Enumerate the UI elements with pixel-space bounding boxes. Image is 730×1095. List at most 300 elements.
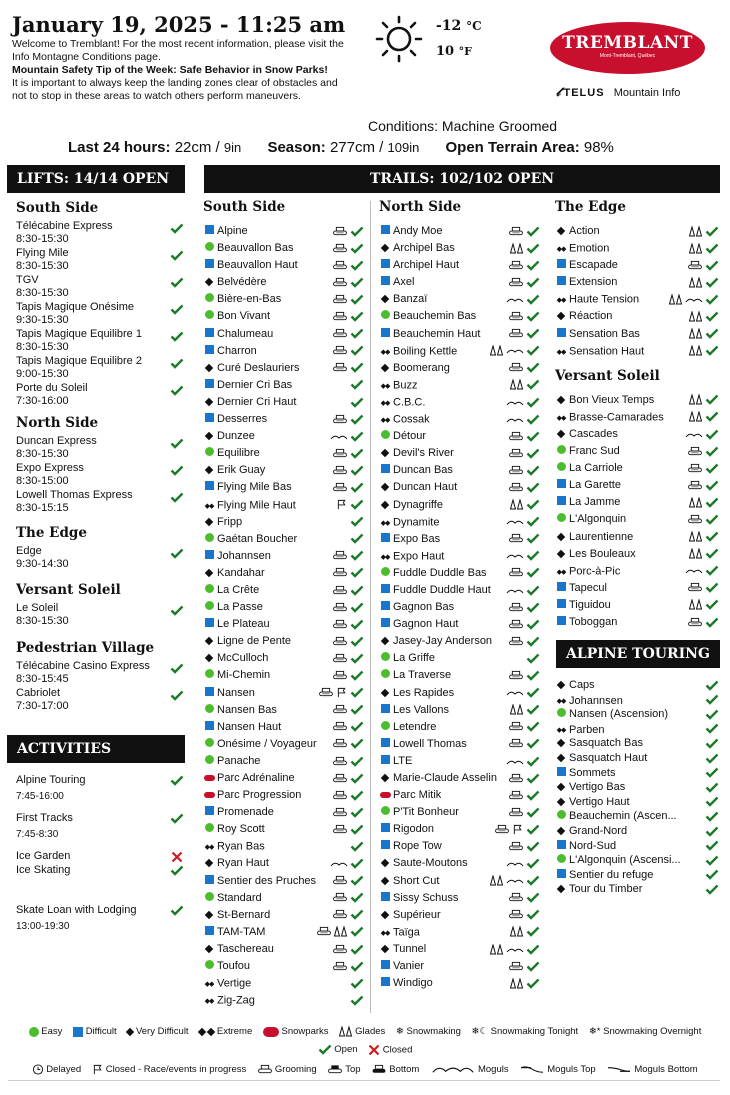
checkmark-icon (705, 411, 719, 422)
double-diamond-icon: ◆◆ (556, 348, 566, 356)
trail-status (510, 377, 540, 394)
grooming-icon (332, 585, 348, 596)
trail-status (508, 770, 540, 787)
legend-extreme (199, 1026, 252, 1037)
easy-circle-icon (205, 293, 214, 302)
difficulty-symbol (379, 855, 391, 872)
difficulty-symbol (203, 445, 215, 462)
difficulty-symbol (379, 497, 391, 514)
double-diamond-icon: ◆◆ (556, 246, 566, 254)
trail-name: Rigodon (393, 823, 434, 836)
trail-status (506, 514, 540, 531)
glade-icon (510, 499, 524, 510)
column-divider (370, 201, 371, 1013)
difficulty-symbol (203, 992, 215, 1010)
legend-moguls-label: Moguls (477, 1064, 509, 1075)
trail-row (379, 924, 540, 941)
season-in: 109in (387, 140, 420, 155)
trail-status (506, 855, 540, 872)
trail-name: Réaction (569, 310, 613, 323)
difficulty-symbol (379, 907, 391, 924)
checkmark-icon (705, 294, 719, 305)
trail-row (379, 514, 540, 531)
grooming-icon (332, 909, 348, 920)
trail-status (490, 343, 540, 360)
grooming-icon (508, 277, 524, 288)
difficulty-symbol (555, 494, 567, 511)
safety-tip-body: It is important to always keep the landing zones clear of obstacles and not to stop in these areas to watch others perform maneuvers. (12, 77, 338, 102)
grooming-icon (332, 653, 348, 664)
difficulty-symbol (203, 291, 215, 308)
difficulty-symbol (203, 873, 215, 890)
trail-row (203, 291, 364, 308)
trail-status (332, 907, 364, 924)
checkmark-icon (526, 892, 540, 903)
trail-row (379, 719, 540, 736)
checkmark-icon (350, 944, 364, 955)
trail-name: Parc Mitik (393, 789, 442, 802)
grooming-icon (332, 448, 348, 459)
checkmark-icon (350, 721, 364, 732)
trail-name: Flying Mile Haut (217, 499, 296, 511)
checkmark-icon (170, 250, 184, 261)
lift-name: Expo Express (16, 462, 84, 474)
trail-name: Supérieur (393, 908, 441, 921)
trail-name: Charron (217, 344, 257, 357)
trail-status (510, 924, 540, 941)
difficulty-symbol (555, 426, 567, 443)
difficult-square-icon (557, 276, 566, 285)
activity-row (16, 863, 184, 877)
diamond-icon (557, 681, 565, 689)
lift-hours: 8:30-15:30 (16, 448, 69, 460)
activity-row (16, 903, 184, 934)
difficulty-symbol (203, 804, 215, 821)
grooming-icon (494, 824, 510, 835)
grooming-icon (332, 362, 348, 373)
trail-status (508, 308, 540, 325)
moguls-icon (330, 858, 348, 869)
legend-bottom-label: Bottom (389, 1064, 420, 1075)
difficult-square-icon (205, 687, 214, 696)
trail-row (379, 428, 540, 445)
grooming-icon (332, 482, 348, 493)
trail-status (510, 497, 540, 514)
difficult-square-icon (381, 276, 390, 285)
difficult-square-icon (557, 259, 566, 268)
activity-row (16, 849, 184, 863)
checkmark-icon (350, 397, 364, 408)
difficulty-symbol (203, 855, 215, 872)
trail-row (379, 958, 540, 975)
difficulty-symbol (379, 633, 391, 650)
grooming-icon (332, 328, 348, 339)
difficult-square-icon (557, 869, 566, 878)
lift-name: Porte du Soleil (16, 382, 88, 394)
trail-section-title: The Edge (555, 199, 626, 215)
trail-name: La Carriole (569, 462, 623, 475)
moguls-icon (685, 429, 703, 440)
lift-section-title: Versant Soleil (16, 582, 121, 598)
trail-section-title: North Side (379, 199, 462, 215)
difficult-square-icon (381, 225, 390, 234)
trail-status (332, 667, 364, 684)
trail-row (555, 460, 719, 477)
checkmark-icon (170, 775, 184, 786)
grooming-icon (508, 533, 524, 544)
trail-row (379, 360, 540, 377)
difficulty-symbol (203, 497, 215, 515)
checkmark-icon (705, 840, 719, 851)
trail-name: Taschereau (217, 942, 274, 955)
trail-name: Mi-Chemin (217, 669, 271, 682)
grooming-icon (332, 738, 348, 749)
difficulty-symbol (379, 531, 391, 548)
trail-row (203, 360, 364, 377)
trail-row (379, 377, 540, 394)
trail-row (203, 514, 364, 531)
trail-name: Curé Deslauriers (217, 361, 300, 374)
grooming-icon (508, 773, 524, 784)
touring-name: Vertigo Bas (569, 781, 626, 794)
grooming-icon (687, 463, 703, 474)
moguls-icon (685, 565, 703, 576)
double-diamond-icon: ◆◆ (380, 929, 390, 937)
moguls-icon (506, 294, 524, 305)
trail-status (332, 941, 364, 958)
trail-name: Boiling Kettle (393, 345, 458, 358)
easy-circle-icon (381, 721, 390, 730)
trail-row (203, 257, 364, 274)
trail-name: Taïga (393, 926, 420, 939)
grooming-icon (687, 446, 703, 457)
difficulty-symbol (203, 308, 215, 325)
trail-status (332, 360, 364, 377)
trail-row (555, 308, 719, 325)
trail-name: Vertige (217, 977, 252, 990)
touring-name: Vertigo Haut (569, 795, 630, 808)
double-diamond-icon: ◆◆ (380, 417, 390, 425)
difficult-square-icon (205, 345, 214, 354)
lift-name: Tapis Magique Equilibre 1 (16, 328, 142, 340)
trail-status (506, 548, 540, 565)
intro-text (12, 38, 352, 103)
checkmark-icon (526, 516, 540, 527)
difficulty-symbol (555, 678, 567, 693)
trail-name: Les Vallons (393, 703, 450, 716)
difficult-square-icon (205, 550, 214, 559)
trail-status (508, 257, 540, 274)
checkmark-icon (705, 311, 719, 322)
temp-c-value: -12 (436, 18, 462, 34)
difficulty-symbol (379, 565, 391, 582)
trail-row (379, 667, 540, 684)
glade-icon (490, 345, 504, 356)
trail-status (689, 494, 719, 511)
trail-row (379, 804, 540, 821)
trail-row (203, 497, 364, 514)
grooming-icon (508, 311, 524, 322)
moguls-icon (506, 516, 524, 527)
difficult-square-icon (557, 616, 566, 625)
legend-moguls-bottom-label: Moguls Bottom (634, 1064, 698, 1075)
checkmark-icon (705, 514, 719, 525)
diamond-icon (557, 312, 565, 320)
difficulty-symbol (203, 838, 215, 856)
touring-name: Sasquatch Bas (569, 737, 643, 750)
grooming-icon (332, 892, 348, 903)
trail-row (203, 394, 364, 411)
grooming-icon (508, 636, 524, 647)
trail-name: Nansen Haut (217, 720, 282, 733)
snowpark-pill-icon (263, 1027, 279, 1037)
difficulty-symbol (203, 685, 215, 702)
difficulty-symbol (555, 511, 567, 528)
difficult-square-icon (205, 225, 214, 234)
trail-name: LTE (393, 754, 413, 767)
checkmark-icon (170, 277, 184, 288)
checkmark-icon (526, 978, 540, 989)
trail-row (555, 291, 719, 308)
difficult-square-icon (557, 328, 566, 337)
trail-row (203, 308, 364, 325)
difficulty-symbol (203, 719, 215, 736)
difficult-square-icon (557, 599, 566, 608)
easy-circle-icon (557, 810, 566, 819)
checkmark-icon (705, 565, 719, 576)
difficulty-symbol (379, 804, 391, 821)
trail-status (526, 650, 540, 667)
easy-circle-icon (29, 1027, 39, 1037)
trail-status (508, 565, 540, 582)
trail-name: Windigo (393, 977, 433, 990)
trail-name: Panache (217, 754, 261, 767)
checkmark-icon (350, 482, 364, 493)
legend-moguls-top-label: Moguls Top (547, 1064, 596, 1075)
lift-row (16, 301, 184, 327)
diamond-icon (557, 549, 565, 557)
diamond-icon (557, 396, 565, 404)
checkmark-icon (350, 756, 364, 767)
trail-status (508, 360, 540, 377)
difficult-square-icon (381, 892, 390, 901)
trail-name: Escapade (569, 259, 618, 272)
lift-name: Duncan Express (16, 435, 97, 447)
checkmark-icon (526, 414, 540, 425)
lift-section-title: North Side (16, 415, 99, 431)
alpine-touring-header: ALPINE TOURING (556, 640, 720, 668)
trail-name: Duncan Bas (393, 464, 453, 477)
legend-top-label: Top (345, 1064, 361, 1075)
lift-row (16, 247, 184, 273)
difficulty-symbol (379, 736, 391, 753)
checkmark-icon (350, 465, 364, 476)
trail-name: Sensation Haut (569, 345, 645, 358)
moguls-icon (506, 944, 524, 955)
lift-row (16, 274, 184, 300)
trail-row (203, 873, 364, 890)
grooming-icon (332, 260, 348, 271)
trail-status (689, 392, 719, 409)
easy-circle-icon (381, 652, 390, 661)
checkmark-icon (170, 358, 184, 369)
checkmark-icon (705, 345, 719, 356)
trail-name: Dynamite (393, 516, 440, 529)
checkmark-icon (705, 497, 719, 508)
grooming-icon (332, 602, 348, 613)
trail-status (332, 548, 364, 565)
difficult-square-icon (205, 481, 214, 490)
grooming-icon (508, 841, 524, 852)
trail-row (555, 494, 719, 511)
moguls-icon (506, 345, 524, 356)
trail-row (203, 924, 364, 941)
trail-status (318, 685, 364, 702)
easy-circle-icon (205, 755, 214, 764)
lift-hours: 8:30-15:00 (16, 475, 69, 487)
trail-row (203, 787, 364, 804)
difficulty-symbol (379, 462, 391, 479)
checkmark-icon (705, 869, 719, 880)
touring-name: Parben (569, 723, 605, 736)
checkmark-icon (350, 909, 364, 920)
trail-row (203, 975, 364, 992)
double-diamond-icon: ◆◆ (556, 726, 566, 734)
touring-row (555, 795, 719, 810)
glade-icon (510, 926, 524, 937)
legend-open-label: Open (334, 1044, 358, 1056)
difficulty-symbol (379, 719, 391, 736)
trail-status (332, 223, 364, 240)
grooming-icon (318, 687, 334, 698)
checkmark-icon (350, 926, 364, 937)
trail-name: Marie-Claude Asselin (393, 772, 497, 784)
difficulty-symbol (555, 392, 567, 409)
difficulty-symbol (379, 548, 391, 566)
lift-section-title: Pedestrian Village (16, 640, 155, 656)
diamond-icon (381, 637, 389, 645)
lift-row (16, 545, 184, 571)
trail-status (332, 650, 364, 667)
legend-delayed-label: Delayed (46, 1064, 82, 1075)
checkmark-icon (170, 385, 184, 396)
difficulty-symbol (379, 650, 391, 667)
grooming-icon (332, 550, 348, 561)
difficulty-symbol (203, 274, 215, 291)
telus-name: TELUS (563, 87, 605, 99)
trail-name: Dynagriffe (393, 498, 443, 511)
trail-status (687, 477, 719, 494)
grooming-icon (332, 773, 348, 784)
checkmark-icon (705, 260, 719, 271)
lift-name: Edge (16, 545, 42, 557)
grooming-icon (257, 1064, 273, 1075)
brand-name: TREMBLANT (562, 33, 693, 53)
trail-status (332, 599, 364, 616)
trail-name: Desserres (217, 413, 268, 426)
touring-name: Sentier du refuge (569, 868, 654, 881)
difficulty-symbol (555, 460, 567, 477)
trail-row (379, 736, 540, 753)
activity-row (16, 773, 184, 804)
trail-status (332, 565, 364, 582)
trail-name: Roy Scott (217, 823, 265, 836)
trail-row (379, 394, 540, 411)
diamond-icon (381, 500, 389, 508)
trail-name: Equilibre (217, 447, 260, 460)
diamond-icon (381, 859, 389, 867)
trail-status (689, 308, 719, 325)
trail-status (350, 514, 364, 531)
difficulty-symbol (203, 633, 215, 650)
checkmark-icon (705, 884, 719, 895)
touring-row (555, 809, 719, 824)
lift-hours: 8:30-15:45 (16, 673, 69, 685)
diamond-icon (557, 532, 565, 540)
difficult-square-icon (381, 755, 390, 764)
trail-status (689, 274, 719, 291)
trail-status (510, 702, 540, 719)
grooming-icon (508, 431, 524, 442)
diamond-icon (205, 278, 213, 286)
checkmark-icon (350, 294, 364, 305)
trail-row (379, 565, 540, 582)
checkmark-icon (318, 1044, 332, 1055)
trail-name: Vanier (393, 960, 424, 973)
trail-status (506, 291, 540, 308)
difficulty-symbol (203, 890, 215, 907)
trail-row (555, 511, 719, 528)
difficulty-symbol (555, 707, 567, 722)
trail-status (332, 462, 364, 479)
touring-name: L'Algonquin (Ascensi... (569, 854, 681, 867)
checkmark-icon (705, 617, 719, 628)
trail-name: Chalumeau (217, 327, 274, 340)
grooming-icon (508, 721, 524, 732)
trail-name: Brasse-Camarades (569, 411, 664, 424)
checkmark-icon (526, 824, 540, 835)
checkmark-icon (526, 311, 540, 322)
difficulty-symbol (379, 326, 391, 343)
trail-status (510, 975, 540, 992)
difficulty-symbol (203, 975, 215, 993)
trail-name: St-Bernard (217, 908, 271, 921)
lift-name: Tapis Magique Equilibre 2 (16, 355, 142, 367)
difficult-square-icon (381, 464, 390, 473)
trail-status (330, 855, 364, 872)
moguls-icon (506, 756, 524, 767)
grooming-icon (316, 926, 332, 937)
difficulty-symbol (555, 240, 567, 258)
checkmark-icon (526, 585, 540, 596)
checkmark-icon (526, 328, 540, 339)
trail-row (555, 597, 719, 614)
diamond-icon (557, 430, 565, 438)
checkmark-icon (705, 680, 719, 691)
grooming-icon (508, 328, 524, 339)
difficult-square-icon (381, 584, 390, 593)
trail-name: Jasey-Jay Anderson (393, 635, 493, 648)
trail-row (379, 838, 540, 855)
trail-name: Promenade (217, 806, 274, 819)
difficulty-symbol (379, 308, 391, 325)
trail-status (687, 443, 719, 460)
checkmark-icon (350, 653, 364, 664)
difficulty-symbol (379, 394, 391, 412)
difficulty-symbol (203, 548, 215, 565)
legend-top (327, 1064, 360, 1075)
difficulty-symbol (555, 809, 567, 824)
